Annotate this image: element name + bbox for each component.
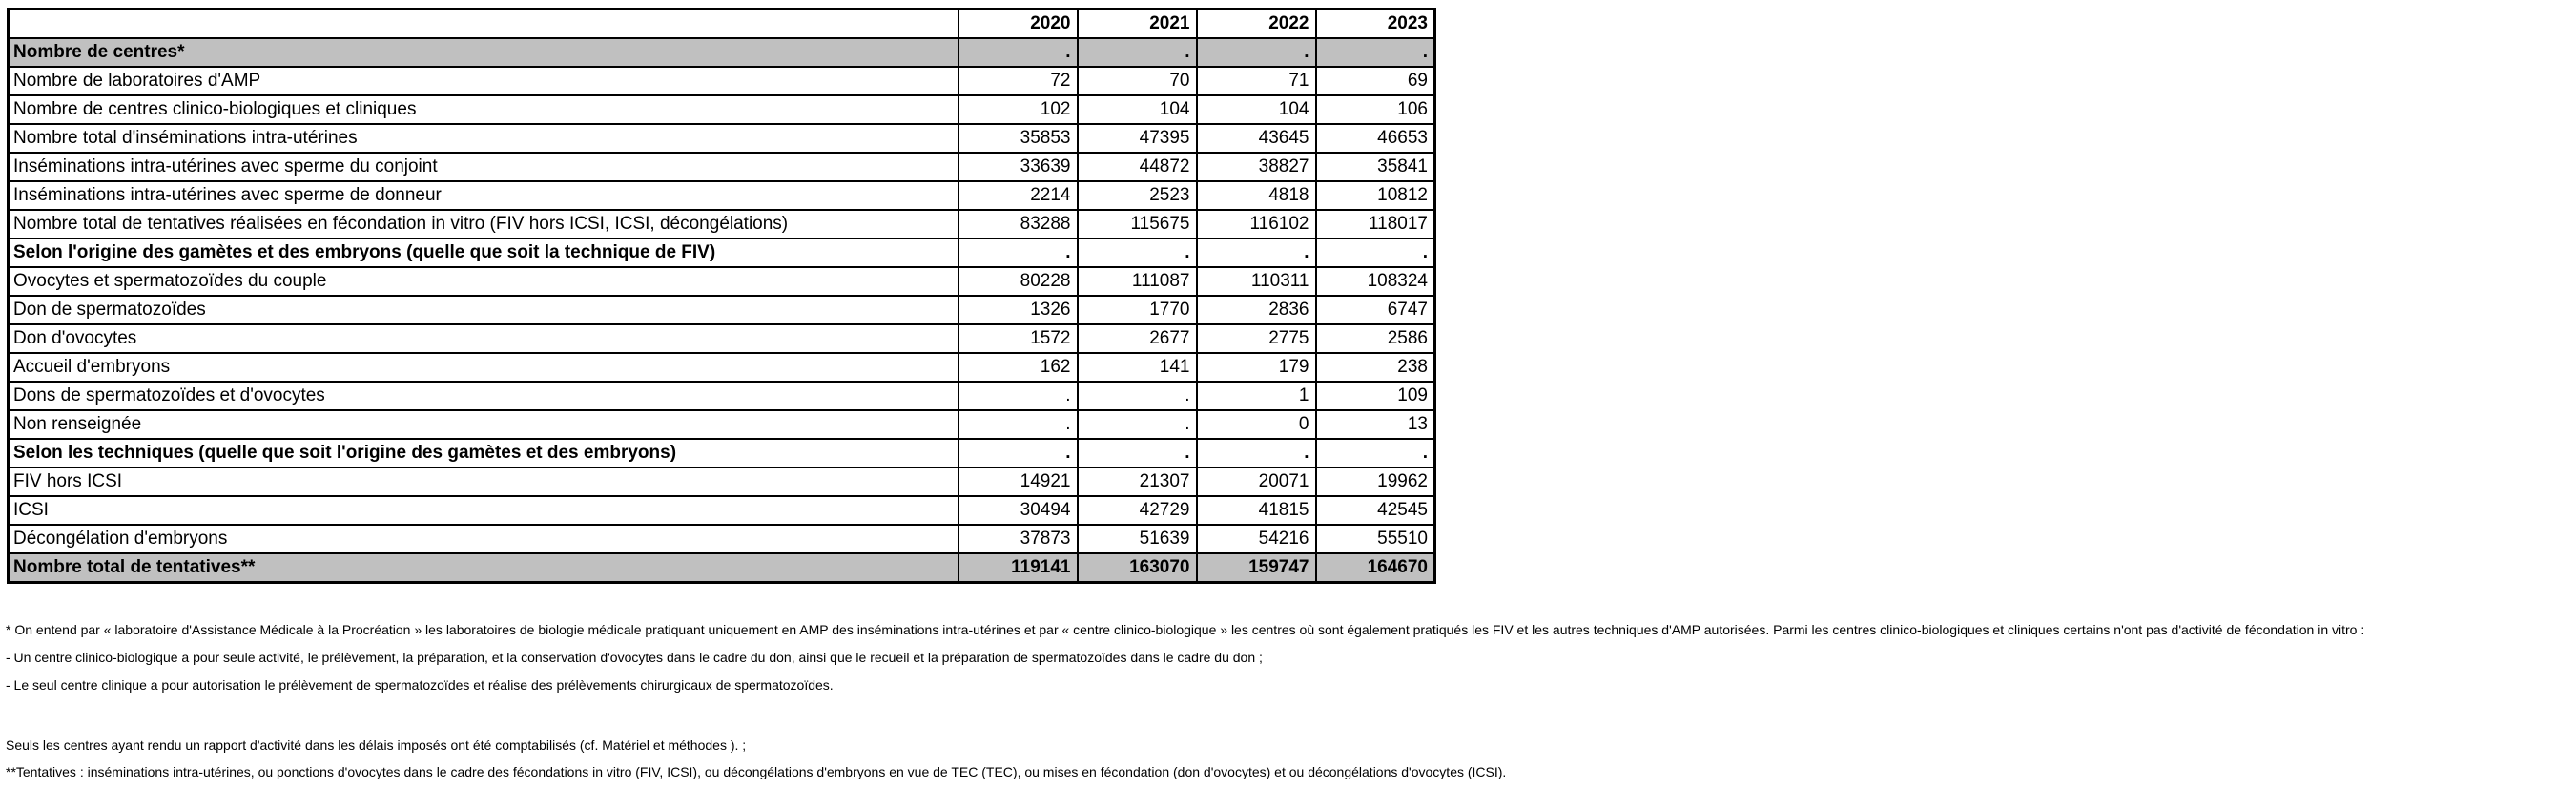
row-label: FIV hors ICSI (9, 467, 958, 496)
value-cell: 159747 (1197, 553, 1316, 583)
value-cell: 110311 (1197, 267, 1316, 296)
value-cell: 42545 (1316, 496, 1435, 525)
value-cell: 69 (1316, 67, 1435, 95)
value-cell: 19962 (1316, 467, 1435, 496)
value-cell: . (958, 38, 1078, 67)
value-cell: 238 (1316, 353, 1435, 382)
footnote-clinico-biologique: - Un centre clinico-biologique a pour seule activité, le prélèvement, la préparation, et la conservation d'ovocytes dans le cadre du don, ainsi que le recueil et la préparation de spermatozoïdes dans le cadre du don ; (6, 650, 1263, 665)
amp-activity-table (7, 8, 1436, 584)
value-cell: 21307 (1078, 467, 1197, 496)
row-label: Décongélation d'embryons (9, 525, 958, 553)
value-cell: 108324 (1316, 267, 1435, 296)
row-label: Inséminations intra-utérines avec sperme du conjoint (9, 153, 958, 181)
value-cell: 10812 (1316, 181, 1435, 210)
table-row (9, 67, 1435, 95)
table-row (9, 239, 1435, 267)
footnote-tentatives: **Tentatives : inséminations intra-utérines, ou ponctions d'ovocytes dans le cadre des fécondations in vitro (FIV, ICSI), ou décongélations d'embryons en vue de TEC (TEC), ou mises en fécondation (don d'ovocytes) et ou décongélations d'ovocytes (ICSI). (6, 764, 1507, 779)
value-cell: 13 (1316, 410, 1435, 439)
value-cell: . (1316, 439, 1435, 467)
value-cell: 2523 (1078, 181, 1197, 210)
year-header-2021: 2021 (1078, 10, 1197, 39)
value-cell: . (1316, 38, 1435, 67)
value-cell: . (1078, 38, 1197, 67)
table-row (9, 267, 1435, 296)
table-row (9, 95, 1435, 124)
value-cell: 44872 (1078, 153, 1197, 181)
year-header-2022: 2022 (1197, 10, 1316, 39)
table-row (9, 382, 1435, 410)
value-cell: 2677 (1078, 324, 1197, 353)
row-label: Nombre de centres clinico-biologiques et cliniques (9, 95, 958, 124)
table-row (9, 525, 1435, 553)
value-cell: 71 (1197, 67, 1316, 95)
table-row (9, 496, 1435, 525)
table-row (9, 296, 1435, 324)
row-label: Nombre total d'inséminations intra-utérines (9, 124, 958, 153)
value-cell: 37873 (958, 525, 1078, 553)
table-row (9, 324, 1435, 353)
value-cell: . (958, 439, 1078, 467)
table-row (9, 410, 1435, 439)
value-cell: 109 (1316, 382, 1435, 410)
table-row (9, 124, 1435, 153)
value-cell: 20071 (1197, 467, 1316, 496)
row-label: ICSI (9, 496, 958, 525)
value-cell: 102 (958, 95, 1078, 124)
row-label: Selon l'origine des gamètes et des embryons (quelle que soit la technique de FIV) (9, 239, 958, 267)
table-header (9, 10, 1435, 39)
value-cell: 162 (958, 353, 1078, 382)
value-cell: 41815 (1197, 496, 1316, 525)
row-label: Nombre total de tentatives réalisées en fécondation in vitro (FIV hors ICSI, ICSI, décongélations) (9, 210, 958, 239)
value-cell: 72 (958, 67, 1078, 95)
value-cell: . (1078, 439, 1197, 467)
value-cell: 164670 (1316, 553, 1435, 583)
value-cell: 116102 (1197, 210, 1316, 239)
row-label: Nombre total de tentatives** (9, 553, 958, 583)
value-cell: 0 (1197, 410, 1316, 439)
value-cell: 42729 (1078, 496, 1197, 525)
value-cell: 6747 (1316, 296, 1435, 324)
table-row (9, 467, 1435, 496)
value-cell: . (1197, 439, 1316, 467)
value-cell: 2836 (1197, 296, 1316, 324)
row-label: Ovocytes et spermatozoïdes du couple (9, 267, 958, 296)
value-cell: 1770 (1078, 296, 1197, 324)
value-cell: 35853 (958, 124, 1078, 153)
table-row (9, 353, 1435, 382)
row-label: Selon les techniques (quelle que soit l'origine des gamètes et des embryons) (9, 439, 958, 467)
value-cell: . (1197, 239, 1316, 267)
value-cell: 163070 (1078, 553, 1197, 583)
value-cell: . (1078, 410, 1197, 439)
value-cell: . (958, 410, 1078, 439)
value-cell: 118017 (1316, 210, 1435, 239)
value-cell: . (1078, 382, 1197, 410)
value-cell: 55510 (1316, 525, 1435, 553)
corner-cell (9, 10, 958, 39)
value-cell: 2775 (1197, 324, 1316, 353)
row-label: Nombre de centres* (9, 38, 958, 67)
value-cell: 119141 (958, 553, 1078, 583)
value-cell: 179 (1197, 353, 1316, 382)
value-cell: 14921 (958, 467, 1078, 496)
value-cell: 104 (1197, 95, 1316, 124)
table-row (9, 553, 1435, 583)
value-cell: 47395 (1078, 124, 1197, 153)
row-label: Non renseignée (9, 410, 958, 439)
value-cell: 1326 (958, 296, 1078, 324)
value-cell: 106 (1316, 95, 1435, 124)
value-cell: 2214 (958, 181, 1078, 210)
footnote-asterisk: * On entend par « laboratoire d'Assistance Médicale à la Procréation » les laboratoires de biologie médicale pratiquant uniquement en AMP des inséminations intra-utérines et par « centre clinico-biologique » les centres où sont également pratiqués les FIV et les autres techniques d'AMP autorisées. Parmi les centres clinico-biologiques et cliniques certains n'ont pas d'activité de fécondation in vitro : (6, 622, 2365, 637)
value-cell: 4818 (1197, 181, 1316, 210)
table-row (9, 181, 1435, 210)
value-cell: . (1078, 239, 1197, 267)
value-cell: 35841 (1316, 153, 1435, 181)
row-label: Nombre de laboratoires d'AMP (9, 67, 958, 95)
table-row (9, 439, 1435, 467)
table-row (9, 210, 1435, 239)
year-header-row (9, 10, 1435, 39)
value-cell: 70 (1078, 67, 1197, 95)
value-cell: 80228 (958, 267, 1078, 296)
year-header-2023: 2023 (1316, 10, 1435, 39)
value-cell: 54216 (1197, 525, 1316, 553)
value-cell: 1572 (958, 324, 1078, 353)
value-cell: 2586 (1316, 324, 1435, 353)
year-header-2020: 2020 (958, 10, 1078, 39)
row-label: Don de spermatozoïdes (9, 296, 958, 324)
row-label: Inséminations intra-utérines avec sperme de donneur (9, 181, 958, 210)
value-cell: 141 (1078, 353, 1197, 382)
row-label: Accueil d'embryons (9, 353, 958, 382)
value-cell: 111087 (1078, 267, 1197, 296)
table-row (9, 153, 1435, 181)
table-row (9, 38, 1435, 67)
table-body (9, 38, 1435, 583)
value-cell: . (958, 382, 1078, 410)
footnote-comptabilisation: Seuls les centres ayant rendu un rapport d'activité dans les délais imposés ont été comptabilisés (cf. Matériel et méthodes ). ; (6, 737, 747, 753)
value-cell: 38827 (1197, 153, 1316, 181)
value-cell: 43645 (1197, 124, 1316, 153)
value-cell: . (1316, 239, 1435, 267)
value-cell: 33639 (958, 153, 1078, 181)
value-cell: 104 (1078, 95, 1197, 124)
value-cell: 83288 (958, 210, 1078, 239)
value-cell: 1 (1197, 382, 1316, 410)
footnote-centre-clinique: - Le seul centre clinique a pour autorisation le prélèvement de spermatozoïdes et réalise des prélèvements chirurgicaux de spermatozoïdes. (6, 677, 834, 693)
value-cell: 115675 (1078, 210, 1197, 239)
value-cell: 46653 (1316, 124, 1435, 153)
value-cell: . (958, 239, 1078, 267)
value-cell: . (1197, 38, 1316, 67)
row-label: Don d'ovocytes (9, 324, 958, 353)
value-cell: 51639 (1078, 525, 1197, 553)
row-label: Dons de spermatozoïdes et d'ovocytes (9, 382, 958, 410)
value-cell: 30494 (958, 496, 1078, 525)
